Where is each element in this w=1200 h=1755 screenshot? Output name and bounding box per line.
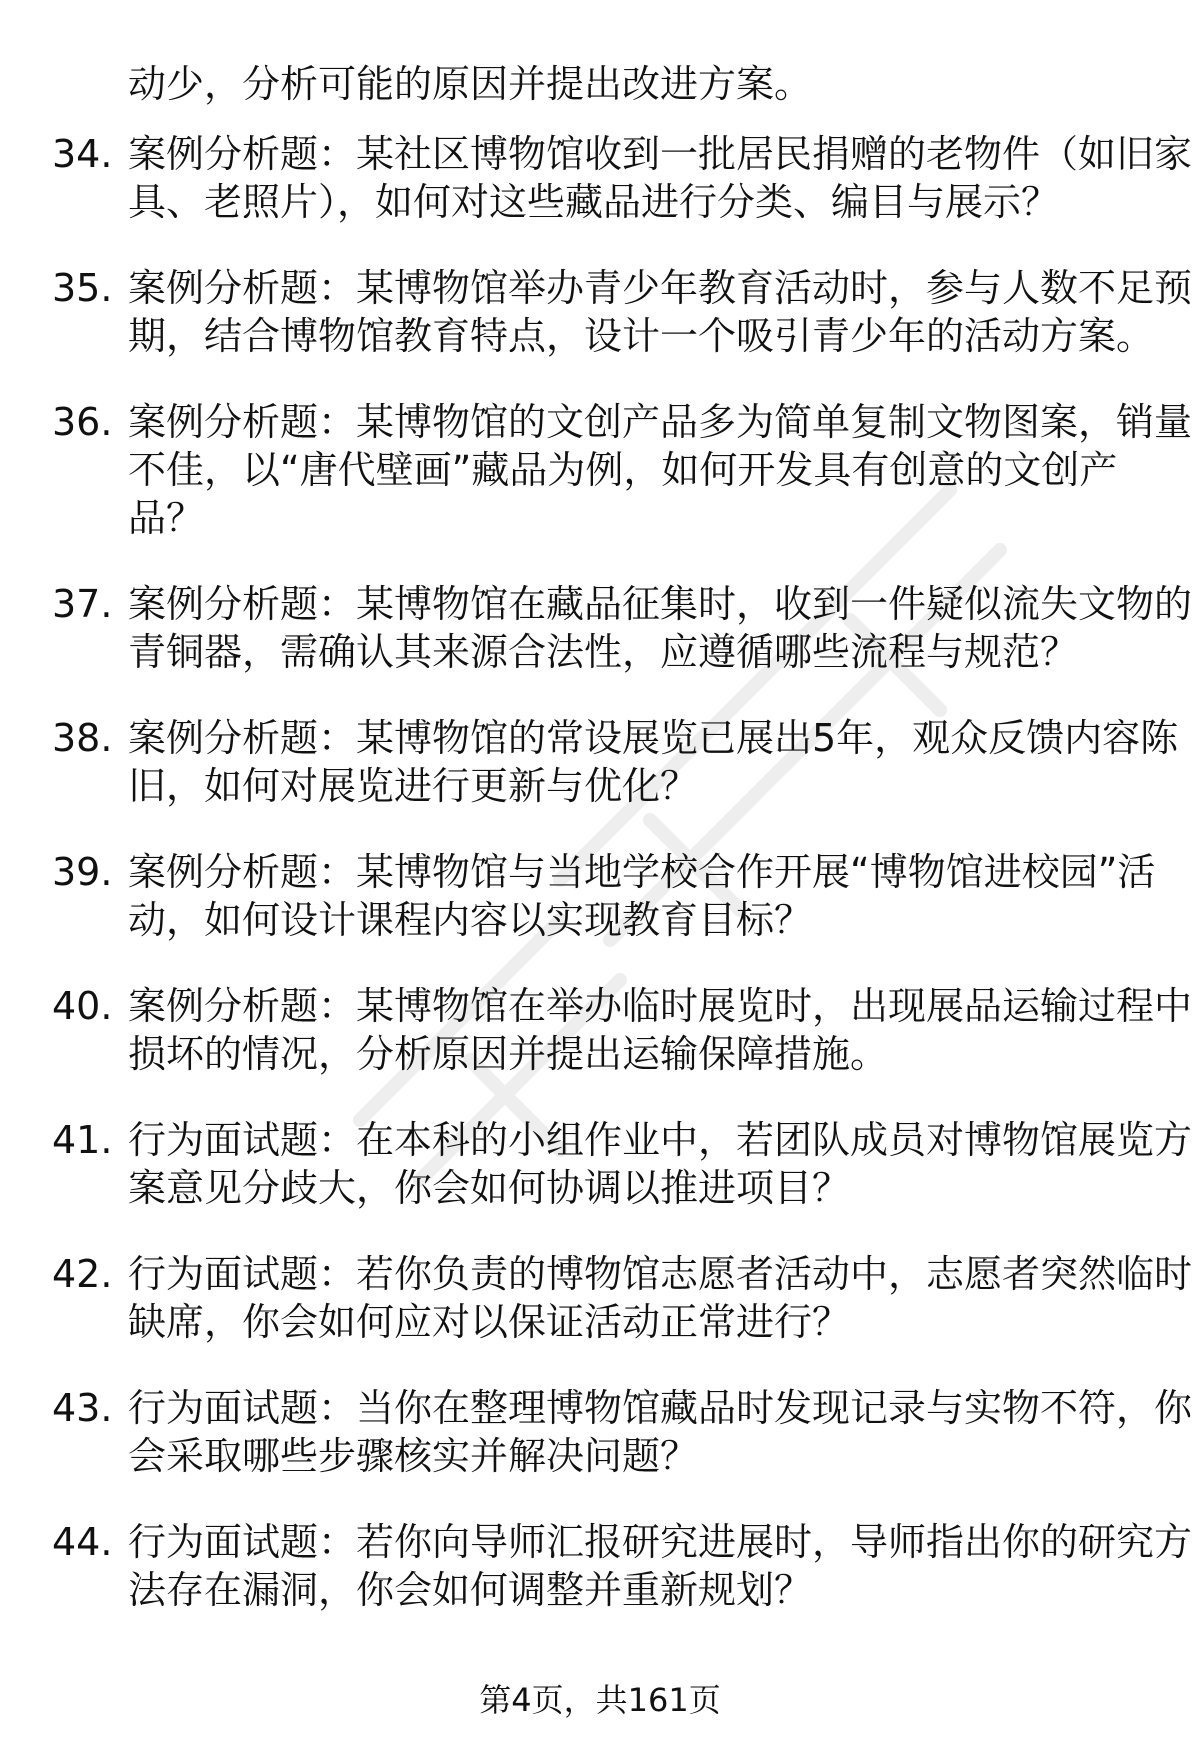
question-text-line: 损坏的情况，分析原因并提出运输保障措施。 <box>128 1032 889 1076</box>
question-text-line: 案例分析题：某社区博物馆收到一批居民捐赠的老物件（如旧家 <box>128 132 1193 176</box>
page-footer: 第4页，共161页 <box>479 1681 721 1719</box>
question-number: 35. <box>52 266 113 310</box>
question-number: 38. <box>52 716 113 760</box>
question-number: 40. <box>52 984 113 1028</box>
question-text-line: 旧，如何对展览进行更新与优化？ <box>128 764 699 808</box>
question-text-line: 案例分析题：某博物馆在举办临时展览时，出现展品运输过程中 <box>128 984 1193 1028</box>
question-number: 36. <box>52 400 113 444</box>
question-number: 34. <box>52 132 113 176</box>
question-text-line: 法存在漏洞，你会如何调整并重新规划？ <box>128 1568 813 1612</box>
question-number: 44. <box>52 1520 113 1564</box>
question-text-line: 案例分析题：某博物馆与当地学校合作开展“博物馆进校园”活 <box>128 850 1156 894</box>
question-text-line: 案例分析题：某博物馆在藏品征集时，收到一件疑似流失文物的 <box>128 582 1193 626</box>
question-number: 41. <box>52 1118 113 1162</box>
question-text-line: 具、老照片），如何对这些藏品进行分类、编目与展示？ <box>128 180 1060 224</box>
question-text-line: 期，结合博物馆教育特点，设计一个吸引青少年的活动方案。 <box>128 314 1155 358</box>
continuation-line: 动少，分析可能的原因并提出改进方案。 <box>128 62 813 106</box>
question-text-line: 行为面试题：当你在整理博物馆藏品时发现记录与实物不符，你 <box>128 1386 1193 1430</box>
question-text-line: 行为面试题：若你向导师汇报研究进展时，导师指出你的研究方 <box>128 1520 1193 1564</box>
question-text-line: 不佳，以“唐代壁画”藏品为例，如何开发具有创意的文创产 <box>128 448 1118 492</box>
question-number: 42. <box>52 1252 113 1296</box>
question-number: 39. <box>52 850 113 894</box>
question-text-line: 行为面试题：若你负责的博物馆志愿者活动中，志愿者突然临时 <box>128 1252 1193 1296</box>
question-text-line: 动，如何设计课程内容以实现教育目标？ <box>128 898 813 942</box>
question-text-line: 会采取哪些步骤核实并解决问题？ <box>128 1434 699 1478</box>
question-number: 37. <box>52 582 113 626</box>
question-text-line: 缺席，你会如何应对以保证活动正常进行？ <box>128 1300 851 1344</box>
question-text-line: 案例分析题：某博物馆举办青少年教育活动时，参与人数不足预 <box>128 266 1193 310</box>
question-number: 43. <box>52 1386 113 1430</box>
question-text-line: 案例分析题：某博物馆的常设展览已展出5年，观众反馈内容陈 <box>128 716 1179 760</box>
question-text-line: 案例分析题：某博物馆的文创产品多为简单复制文物图案，销量 <box>128 400 1193 444</box>
question-text-line: 行为面试题：在本科的小组作业中，若团队成员对博物馆展览方 <box>128 1118 1193 1162</box>
question-text-line: 品？ <box>128 496 205 540</box>
question-text-line: 案意见分歧大，你会如何协调以推进项目？ <box>128 1166 851 1210</box>
question-text-line: 青铜器，需确认其来源合法性，应遵循哪些流程与规范？ <box>128 630 1079 674</box>
